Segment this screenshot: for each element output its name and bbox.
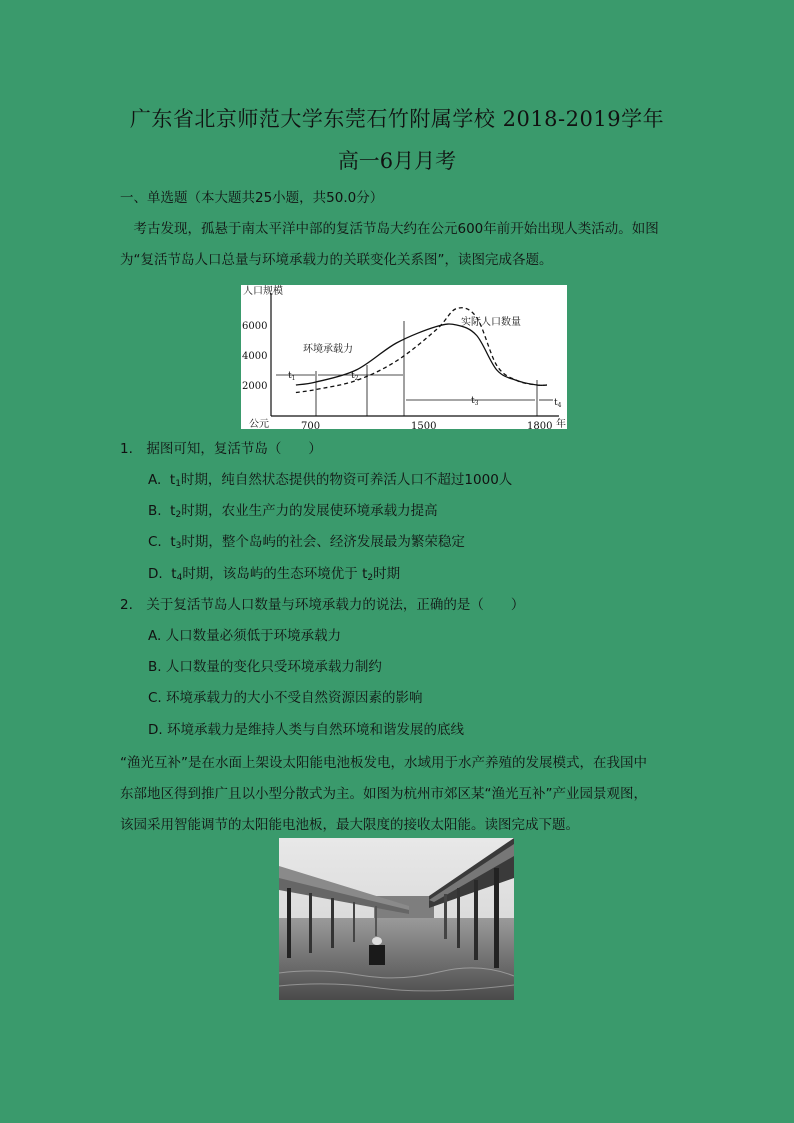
series-label-population: 实际人口数量 [461,317,521,328]
q2-stem: 2. 关于复活节岛人口数量与环境承载力的说法，正确的是（ ） [120,597,525,613]
x-tick-1500: 1500 [411,421,437,429]
option-letter: B. [148,659,162,675]
passage1-line1: 考古发现，孤悬于南太平洋中部的复活节岛大约在公元600年前开始出现人类活动。如图 [120,221,659,237]
page-subtitle: 高一6月月考 [337,149,457,173]
option-letter: C. [148,534,162,550]
chart-svg [241,285,567,429]
q2-option-a[interactable]: A. 人口数量必须低于环境承载力 [148,628,342,644]
q1-option-d[interactable]: D. $t_4$时期，该岛屿的生态环境优于 $t_2$时期 [148,566,401,583]
x-axis-left-label: 公元 [249,419,269,429]
interval-t3-label: $t_3$ [471,396,479,407]
option-letter: A. [148,628,162,644]
fishery-solar-photo [279,838,514,1000]
q1-option-a[interactable]: A. $t_1$时期，纯自然状态提供的物资可养活人口不超过1000人 [148,472,513,489]
interval-t1-label: $t_1$ [288,371,296,382]
y-tick-6000: 6000 [242,321,268,332]
x-tick-1800: 1800 [527,421,553,429]
series-label-capacity: 环境承载力 [303,344,353,355]
q1-option-b[interactable]: B. $t_2$时期，农业生产力的发展使环境承载力提高 [148,503,438,520]
option-letter: D. [148,722,163,738]
x-tick-700: 700 [301,421,321,429]
q2-option-d[interactable]: D. 环境承载力是维持人类与自然环境和谐发展的底线 [148,722,464,738]
interval-t4-label: $t_4$ [554,398,562,409]
passage2-line3: 该园采用智能调节的太阳能电池板，最大限度的接收太阳能。读图完成下题。 [120,817,579,833]
y-axis-label: 人口规模 [243,286,283,297]
interval-t2-label: $t_2$ [351,371,359,382]
section-heading: 一、单选题（本大题共25小题，共50.0分） [120,190,384,206]
q2-option-c[interactable]: C. 环境承载力的大小不受自然资源因素的影响 [148,690,423,706]
page-title: 广东省北京师范大学东莞石竹附属学校 2018-2019学年 [129,107,665,131]
option-letter: B. [148,503,162,519]
q1-option-c[interactable]: C. $t_3$时期，整个岛屿的社会、经济发展最为繁荣稳定 [148,534,465,551]
y-tick-4000: 4000 [242,351,268,362]
passage2-line2: 东部地区得到推广且以小型分散式为主。如图为杭州市郊区某“渔光互补”产业园景观图， [120,786,647,802]
option-letter: D. [148,566,163,582]
y-tick-2000: 2000 [242,381,268,392]
q2-option-b[interactable]: B. 人口数量的变化只受环境承载力制约 [148,659,382,675]
x-axis-unit-label: 年 [556,419,566,429]
population-chart [241,285,567,429]
q1-stem: 1. 据图可知，复活节岛（ ） [120,441,322,457]
passage2-line1: “渔光互补”是在水面上架设太阳能电池板发电，水域用于水产养殖的发展模式，在我国中 [120,755,647,771]
photo-illustration [279,838,514,1000]
option-letter: C. [148,690,162,706]
option-letter: A. [148,472,162,488]
passage1-line2: 为“复活节岛人口总量与环境承载力的关联变化关系图”，读图完成各题。 [120,252,553,268]
